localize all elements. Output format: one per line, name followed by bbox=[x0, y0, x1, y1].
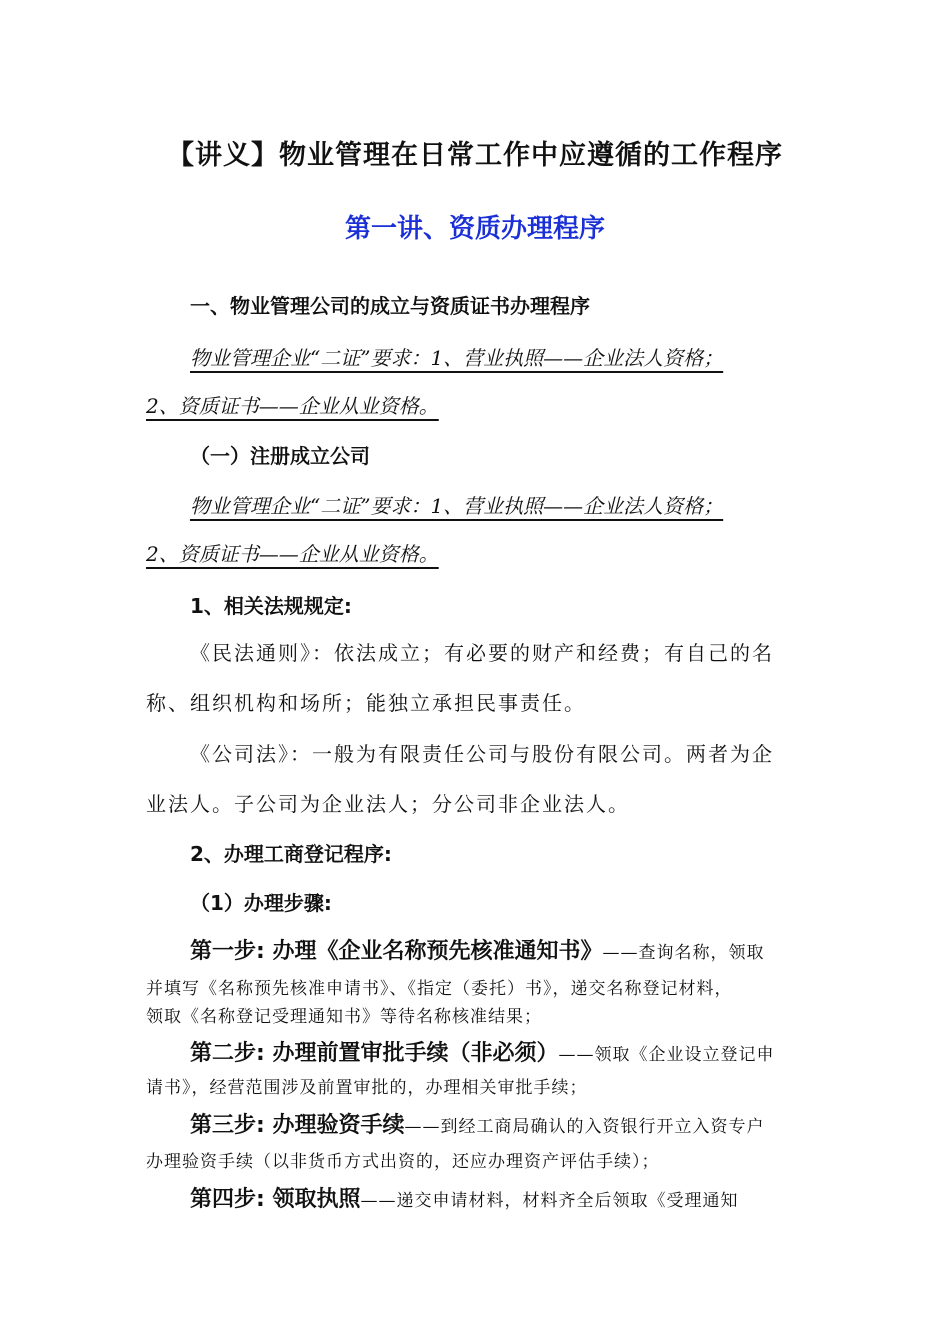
section-heading: 一、物业管理公司的成立与资质证书办理程序 bbox=[190, 294, 590, 318]
subsection-heading: （一）注册成立公司 bbox=[190, 444, 370, 468]
step-3-line-2: 办理验资手续（以非货币方式出资的，还应办理资产评估手续）； bbox=[146, 1152, 660, 1172]
step-1-line-3: 领取《名称登记受理通知书》等待名称核准结果； bbox=[146, 1007, 542, 1027]
step-2-line-2: 请书》，经营范围涉及前置审批的，办理相关审批手续； bbox=[146, 1078, 588, 1098]
step-4-desc: ——递交申请材料，材料齐全后领取《受理通知 bbox=[360, 1191, 739, 1211]
requirement-line-4: 2、资质证书——企业从业资格。 bbox=[146, 542, 439, 566]
law-heading: 1、相关法规规定: bbox=[190, 594, 352, 618]
step-1-line-2: 并填写《名称预先核准申请书》、《指定（委托）书》，递交名称登记材料， bbox=[146, 979, 733, 999]
step-4-title: 第四步: 领取执照 bbox=[190, 1187, 361, 1212]
requirement-line-1: 物业管理企业“二证”要求：1、营业执照——企业法人资格； bbox=[190, 346, 724, 370]
step-2-title: 第二步: 办理前置审批手续（非必须） bbox=[190, 1041, 559, 1066]
procedure-heading: 2、办理工商登记程序: bbox=[190, 842, 392, 866]
law-paragraph-2-line-2: 业法人。子公司为企业法人；分公司非企业法人。 bbox=[146, 792, 630, 816]
lecture-title: 第一讲、资质办理程序 bbox=[344, 214, 605, 244]
step-3-line-1 bbox=[190, 1108, 764, 1139]
step-3-desc: ——到经工商局确认的入资银行开立入资专户 bbox=[404, 1117, 765, 1137]
law-paragraph-1-line-2: 称、组织机构和场所；能独立承担民事责任。 bbox=[146, 691, 586, 715]
step-2-line-1 bbox=[190, 1036, 774, 1067]
requirement-line-2: 2、资质证书——企业从业资格。 bbox=[146, 394, 439, 418]
step-3-title: 第三步: 办理验资手续 bbox=[190, 1113, 405, 1138]
requirement-line-3: 物业管理企业“二证”要求：1、营业执照——企业法人资格； bbox=[190, 494, 724, 518]
step-1-line-1 bbox=[190, 934, 764, 965]
step-1-desc: ——查询名称，领取 bbox=[602, 943, 765, 963]
law-paragraph-1-line-1: 《民法通则》：依法成立；有必要的财产和经费；有自己的名 bbox=[190, 641, 774, 665]
steps-heading: （1）办理步骤: bbox=[190, 891, 332, 915]
step-4-line-1 bbox=[190, 1182, 738, 1213]
step-1-title: 第一步: 办理《企业名称预先核准通知书》 bbox=[190, 939, 603, 964]
law-paragraph-2-line-1: 《公司法》：一般为有限责任公司与股份有限公司。两者为企 bbox=[190, 742, 774, 766]
main-title: 【讲义】物业管理在日常工作中应遵循的工作程序 bbox=[167, 140, 783, 171]
step-2-desc: ——领取《企业设立登记申 bbox=[558, 1045, 775, 1065]
